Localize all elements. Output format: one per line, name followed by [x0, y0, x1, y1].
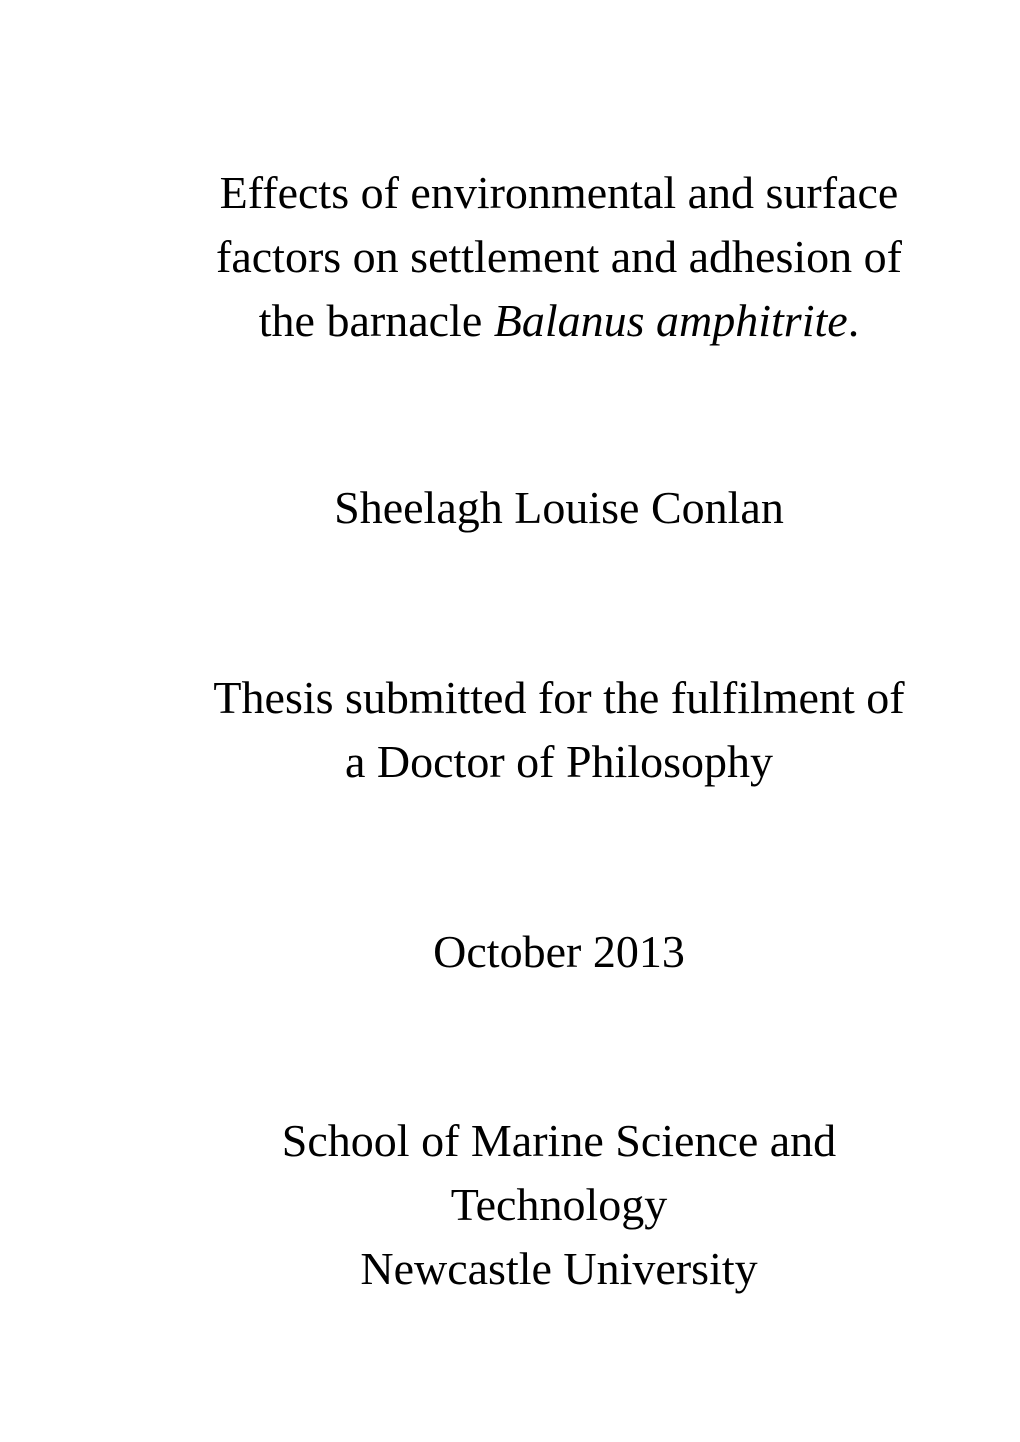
institution — [99, 1109, 1019, 1301]
date-line: October 2013 — [433, 926, 685, 977]
species-name: Balanus amphitrite — [493, 295, 848, 346]
title-line-3 — [99, 289, 1019, 353]
institution-line-3: Newcastle University — [360, 1243, 758, 1294]
institution-line-1: School of Marine Science and — [281, 1115, 837, 1166]
title-line-2: factors on settlement and adhesion of — [216, 231, 902, 282]
title-line-3-suffix: . — [847, 295, 860, 346]
title-line-1: Effects of environmental and surface — [219, 167, 899, 218]
author-line: Sheelagh Louise Conlan — [334, 482, 784, 533]
institution-line-2: Technology — [450, 1179, 668, 1230]
author-name — [99, 476, 1019, 540]
thesis-title — [99, 161, 1019, 353]
degree-line-2: a Doctor of Philosophy — [344, 736, 773, 787]
submission-date — [99, 920, 1019, 984]
title-line-3-prefix: the barnacle — [258, 295, 494, 346]
degree-line-1: Thesis submitted for the fulfilment of — [213, 672, 905, 723]
degree-statement — [99, 666, 1019, 794]
